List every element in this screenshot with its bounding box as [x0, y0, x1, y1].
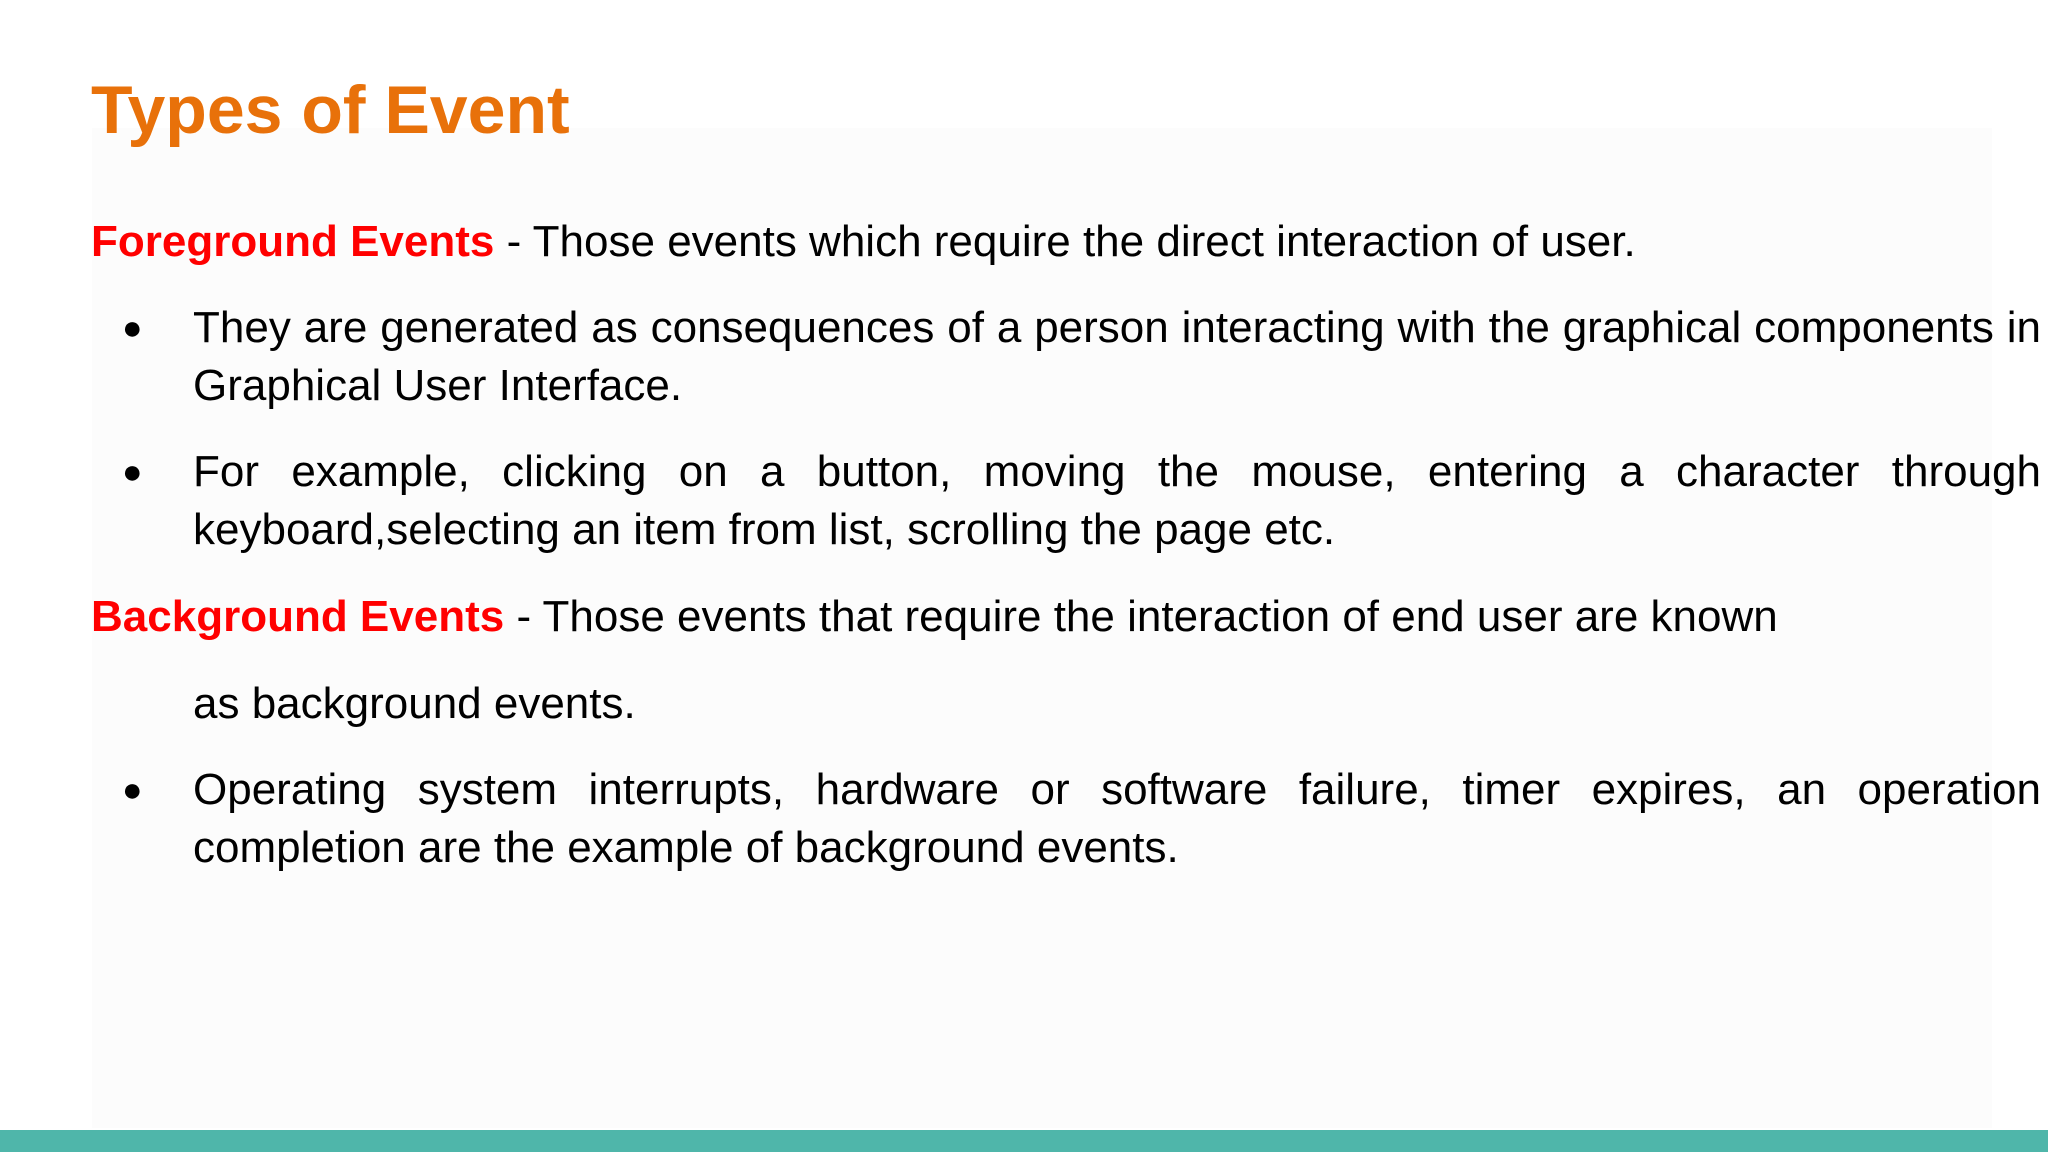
- bullet-dot-icon: ●: [122, 453, 143, 491]
- bullet-text: They are generated as consequences of a person interacting with the graphical components in Graphical User Interface.: [193, 303, 2041, 410]
- foreground-events-label: Foreground Events: [91, 217, 495, 266]
- bullet-text: For example, clicking on a button, moving the mouse, entering a character through keyboard,selecting an item from list, scrolling the page etc.: [193, 447, 2041, 554]
- bullet-dot-icon: ●: [122, 309, 143, 347]
- foreground-events-paragraph: [91, 213, 1951, 271]
- bullet-text: Operating system interrupts, hardware or software failure, timer expires, an operation completion are the example of background events.: [193, 765, 2041, 872]
- bullet-dot-icon: ●: [122, 771, 143, 809]
- background-events-description: - Those events that require the interaction of end user are known: [504, 592, 1778, 641]
- footer-bar: [0, 1130, 2048, 1152]
- background-events-continuation: as background events.: [193, 679, 636, 728]
- background-events-label: Background Events: [91, 592, 505, 641]
- foreground-events-description: - Those events which require the direct interaction of user.: [494, 217, 1636, 266]
- slide-title: Types of Event: [91, 72, 570, 148]
- background-events-paragraph: [91, 588, 1951, 646]
